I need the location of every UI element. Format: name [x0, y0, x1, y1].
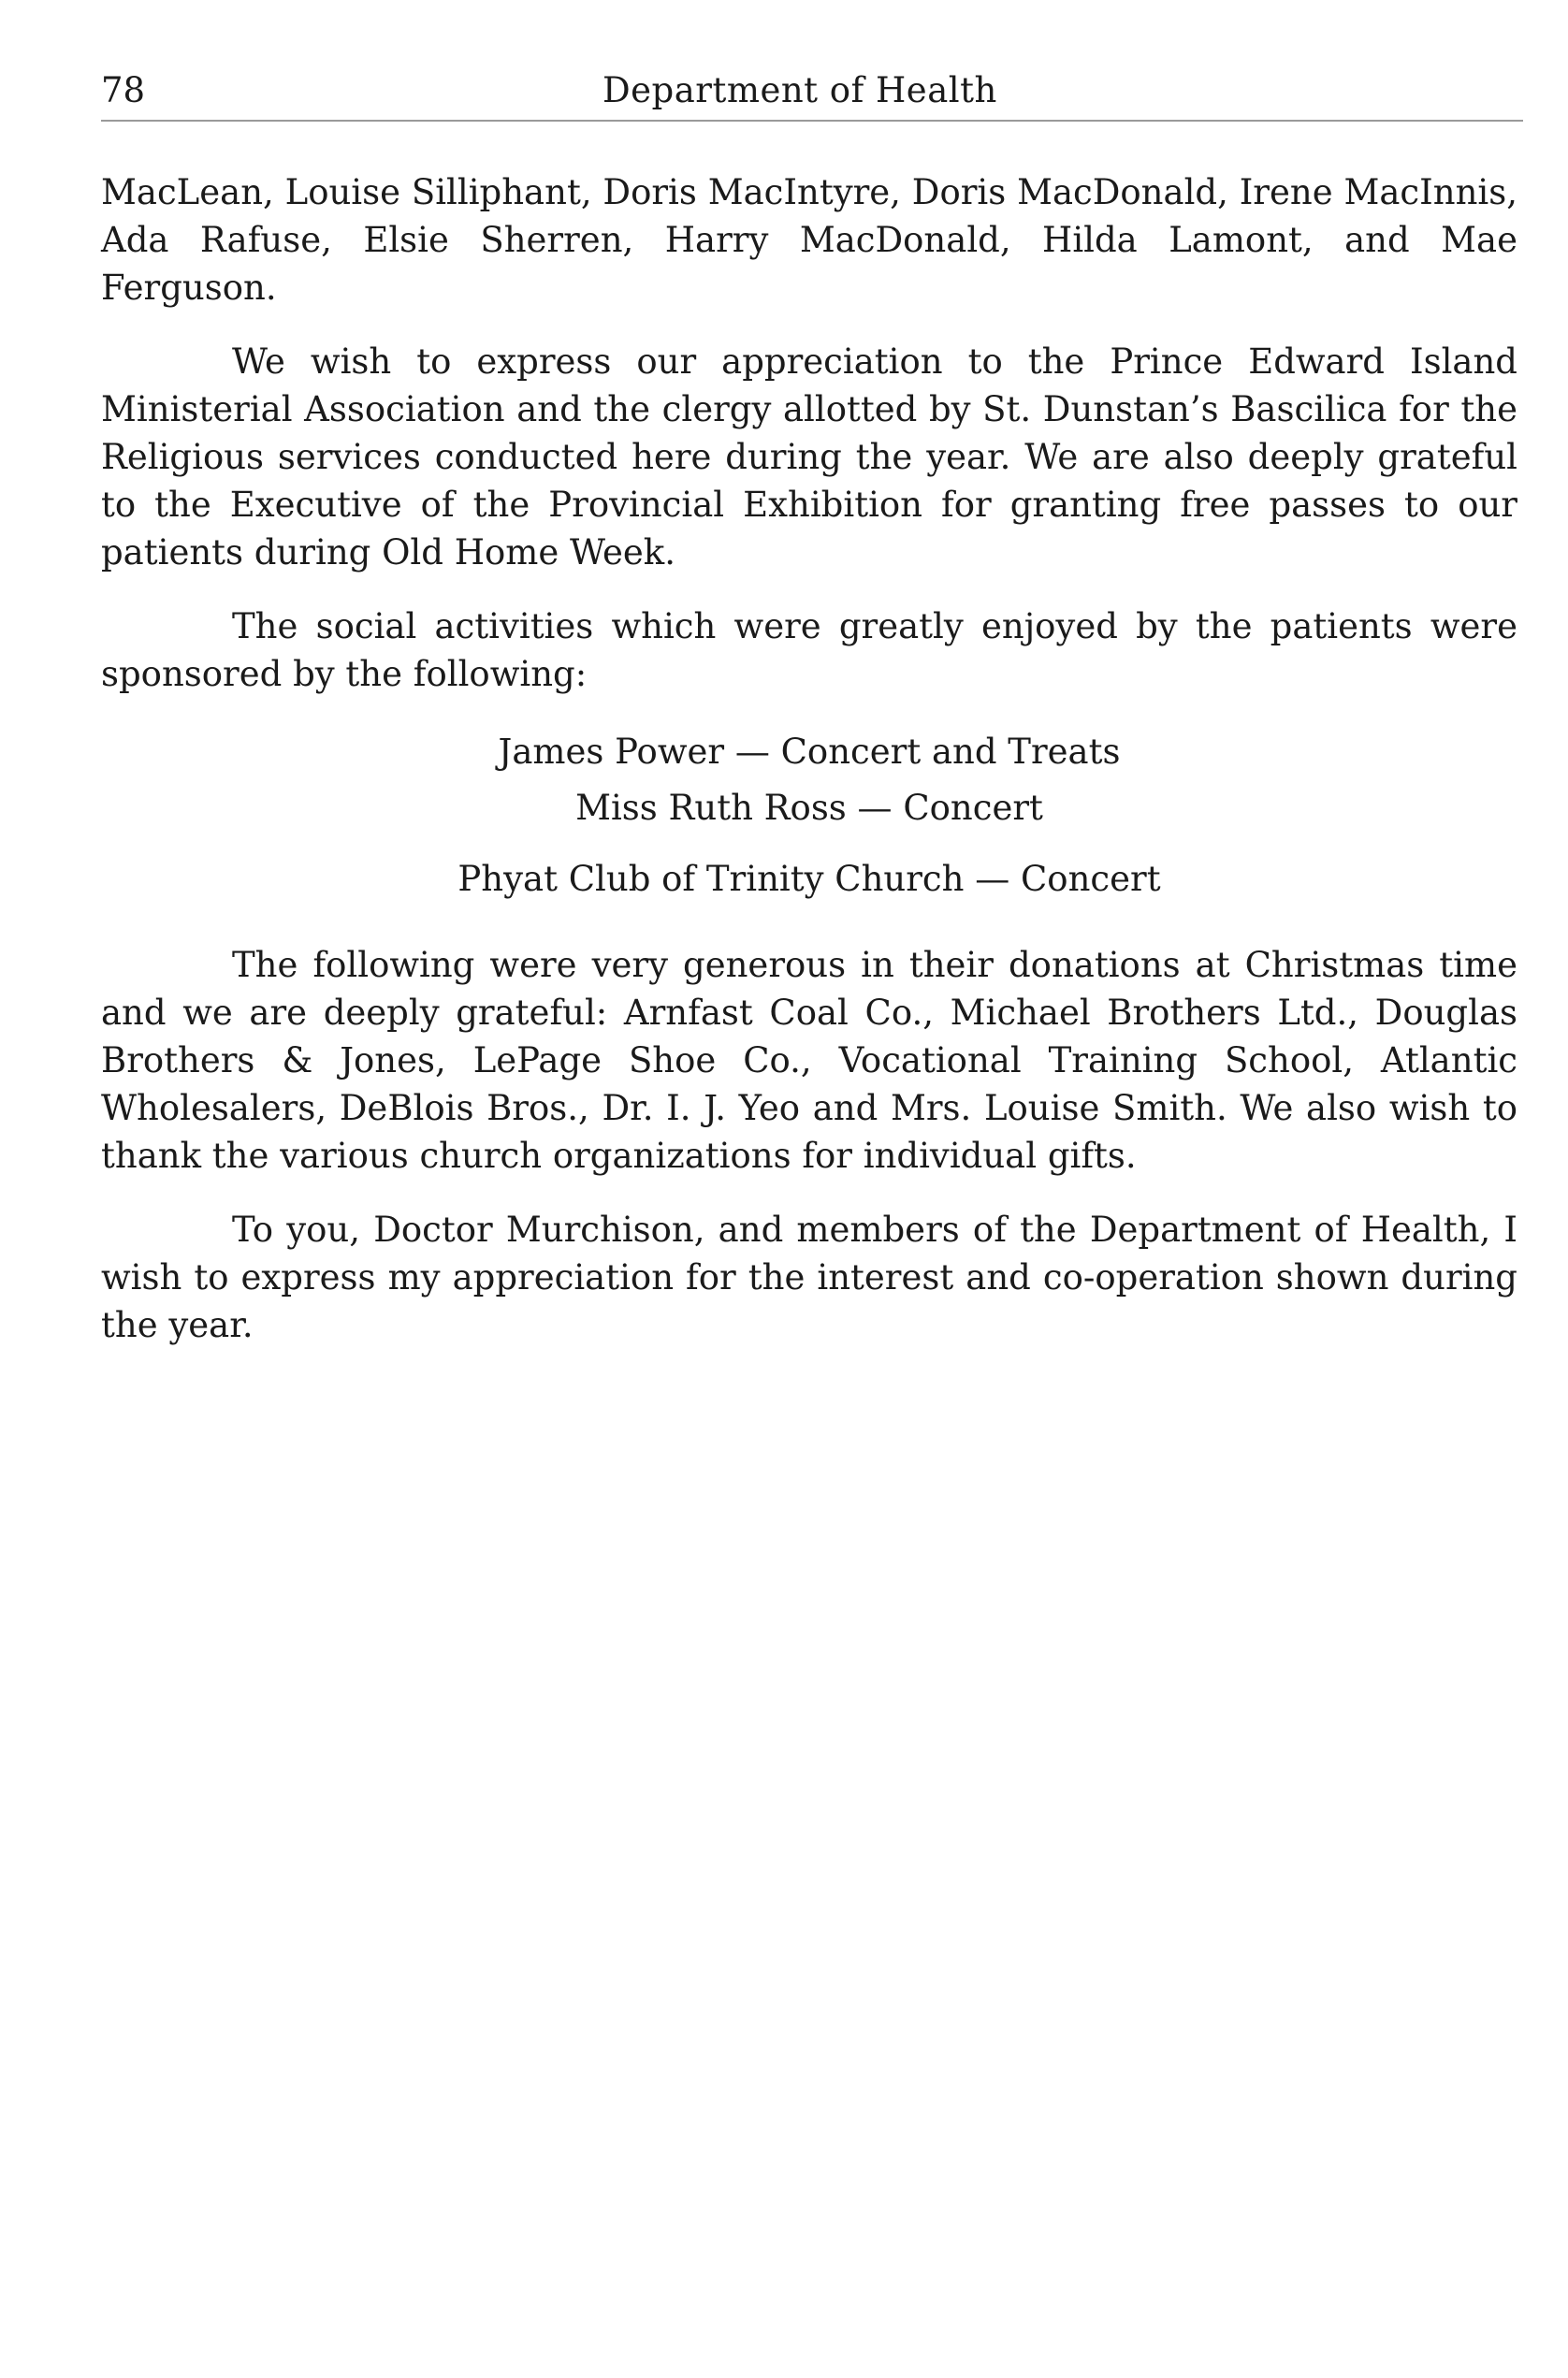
sponsor-line: Phyat Club of Trinity Church — Concert: [457, 859, 1161, 899]
paragraph-names-list: MacLean, Louise Silliphant, Doris MacIntyre, Doris MacDonald, Irene MacInnis, Ada Rafuse, Elsie Sherren, Harry MacDonald, Hilda Lamont, and Mae Ferguson.: [101, 172, 1517, 308]
sponsor-list: [101, 724, 1517, 907]
body-text: [101, 168, 1517, 1375]
sponsor-line: Miss Ruth Ross — Concert: [575, 788, 1043, 828]
paragraph-closing: To you, Doctor Murchison, and members of the Department of Health, I wish to express my appreciation for the interest and co-operation shown during the year.: [101, 1210, 1517, 1345]
page-number: 78: [101, 70, 146, 110]
paragraph-social-activities: The social activities which were greatly enjoyed by the patients were sponsored by the following:: [101, 606, 1517, 694]
paragraph-donations: The following were very generous in their donations at Christmas time and we are deeply grateful: Arnfast Coal Co., Michael Brothers Ltd., Douglas Brothers & Jones, LePage Shoe Co., Vocational Training School, Atlantic Wholesalers, DeBlois Bros., Dr. I. J. Yeo and Mrs. Louise Smith. We also wish to thank the various church organizations for individual gifts.: [101, 945, 1517, 1176]
header-rule: [101, 120, 1523, 122]
sponsor-line: James Power — Concert and Treats: [498, 732, 1121, 772]
page-header: [101, 67, 1523, 123]
running-head: Department of Health: [603, 70, 997, 110]
paragraph-appreciation: We wish to express our appreciation to the Prince Edward Island Ministerial Association and the clergy allotted by St. Dunstan’s Bascilica for the Religious services conducted here during the year. We are also deeply grateful to the Executive of the Provincial Exhibition for granting free passes to our patients during Old Home Week.: [101, 341, 1517, 573]
